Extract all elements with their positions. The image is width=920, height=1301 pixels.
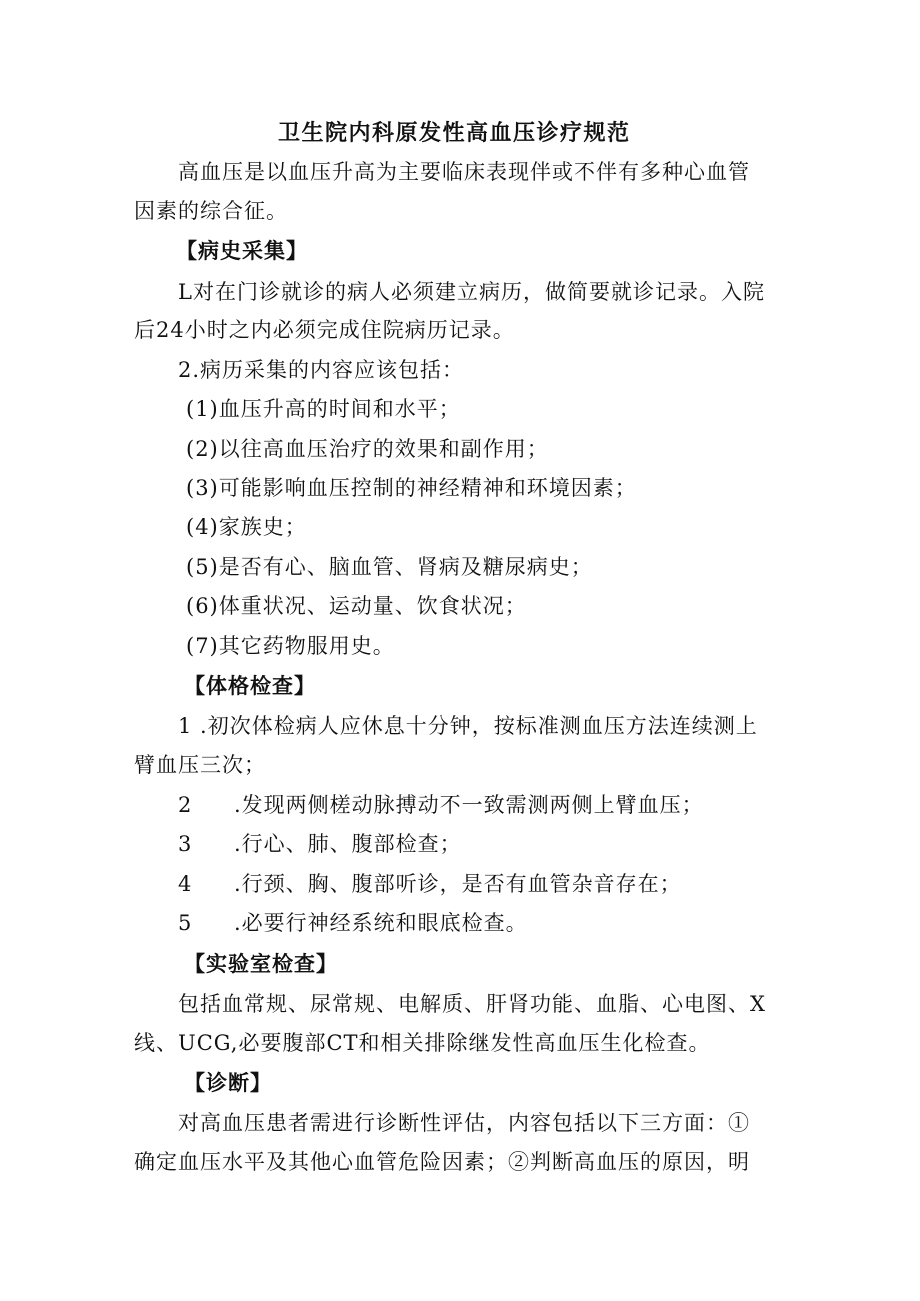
intro-line-1: 高血压是以血压升高为主要临床表现伴或不伴有多种心血管 [178, 160, 750, 184]
exam-item-number: 3 [178, 832, 193, 856]
exam-item-2 [178, 792, 704, 818]
exam-item-number: 2 [178, 793, 193, 817]
exam-para-1-line-2: 臂血压三次； [134, 753, 266, 777]
exam-item-4 [178, 871, 682, 897]
exam-item-number: 4 [178, 872, 193, 896]
history-para-1-line-2: 后24小时之内必须完成住院病历记录。 [134, 318, 515, 342]
section-heading-exam: 【体格检查】 [184, 673, 316, 698]
diagnosis-para-line-1: 对高血压患者需进行诊断性评估，内容包括以下三方面：① [178, 1111, 750, 1135]
exam-item-number: 5 [178, 911, 193, 935]
history-item-7: (7)其它药物服用史。 [186, 634, 395, 658]
exam-item-text: .发现两侧槎动脉搏动不一致需测两侧上臂血压； [234, 793, 704, 817]
section-heading-lab: 【实验室检查】 [184, 951, 338, 976]
diagnosis-para-line-2: 确定血压水平及其他心血管危险因素；②判断高血压的原因，明 [134, 1150, 750, 1174]
exam-item-5 [178, 910, 528, 936]
history-item-3: (3)可能影响血压控制的神经精神和环境因素； [186, 476, 637, 500]
lab-para-line-2: 线、UCG,必要腹部CT和相关排除继发性高血压生化检查。 [134, 1031, 711, 1055]
section-heading-diagnosis: 【诊断】 [184, 1070, 272, 1095]
exam-item-3 [178, 831, 462, 857]
history-item-2: (2)以往高血压治疗的效果和副作用； [186, 437, 549, 461]
history-item-5: (5)是否有心、脑血管、肾病及糖尿病史； [186, 555, 593, 579]
intro-line-2: 因素的综合征。 [134, 199, 288, 223]
history-item-4: (4)家族史； [186, 515, 307, 539]
exam-item-text: .行心、肺、腹部检查； [234, 832, 462, 856]
history-para-2: 2.病历采集的内容应该包括： [178, 358, 465, 382]
history-para-1-line-1: L对在门诊就诊的病人必须建立病历，做简要就诊记录。入院 [178, 280, 765, 304]
document-title: 卫生院内科原发性高血压诊疗规范 [278, 120, 631, 146]
section-heading-history: 【病史采集】 [176, 238, 308, 263]
exam-item-text: .必要行神经系统和眼底检查。 [234, 911, 528, 935]
exam-item-text: .行颈、胸、腹部听诊，是否有血管杂音存在； [234, 872, 682, 896]
history-item-1: (1)血压升高的时间和水平； [186, 397, 461, 421]
history-item-6: (6)体重状况、运动量、饮食状况； [186, 594, 527, 618]
exam-para-1-line-1: 1 .初次体检病人应休息十分钟，按标准测血压方法连续测上 [178, 714, 758, 738]
lab-para-line-1: 包括血常规、尿常规、电解质、肝肾功能、血脂、心电图、X [178, 992, 766, 1016]
